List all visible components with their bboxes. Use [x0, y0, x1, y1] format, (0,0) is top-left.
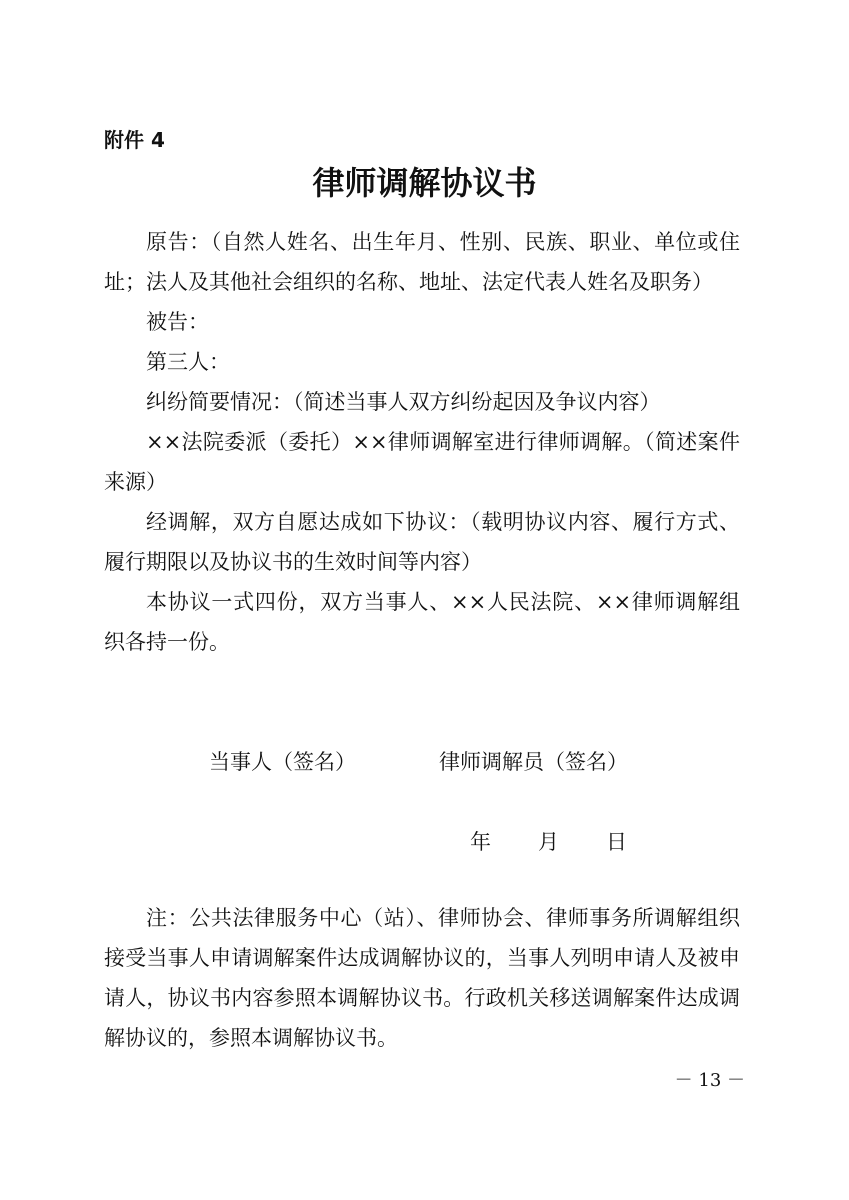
- agreement-paragraph: 经调解，双方自愿达成如下协议：（载明协议内容、履行方式、履行期限以及协议书的生效时间等内容）: [104, 510, 740, 574]
- copies-paragraph: 本协议一式四份，双方当事人、××人民法院、××律师调解组织各持一份。: [104, 590, 740, 654]
- date-month-label: 月: [538, 830, 559, 854]
- page-number: － 13 －: [674, 1070, 745, 1091]
- dispute-summary-paragraph: 纠纷简要情况：（简述当事人双方纠纷起因及争议内容）: [146, 390, 661, 414]
- note-paragraph: [104, 898, 740, 1058]
- mediator-signature-label: 律师调解员（签名）: [439, 750, 628, 774]
- document-body: [104, 222, 740, 662]
- plaintiff-paragraph: 原告：（自然人姓名、出生年月、性别、民族、职业、单位或住址；法人及其他社会组织的名称、地址、法定代表人姓名及职务）: [104, 230, 740, 294]
- defendant-paragraph: 被告：: [146, 310, 209, 334]
- date-day-label: 日: [606, 830, 627, 854]
- document-title: 律师调解协议书: [312, 164, 537, 202]
- case-source-paragraph: ××法院委派（委托）××律师调解室进行律师调解。（简述案件来源）: [104, 430, 740, 494]
- party-signature-label: 当事人（签名）: [209, 750, 356, 774]
- attachment-label: 附件 4: [104, 128, 165, 152]
- note-text: 注：公共法律服务中心（站）、律师协会、律师事务所调解组织接受当事人申请调解案件达成调解协议的，当事人列明申请人及被申请人，协议书内容参照本调解协议书。行政机关移送调解案件达成调解协议的，参照本调解协议书。: [104, 906, 740, 1050]
- date-year-label: 年: [470, 830, 491, 854]
- third-party-paragraph: 第三人：: [146, 350, 230, 374]
